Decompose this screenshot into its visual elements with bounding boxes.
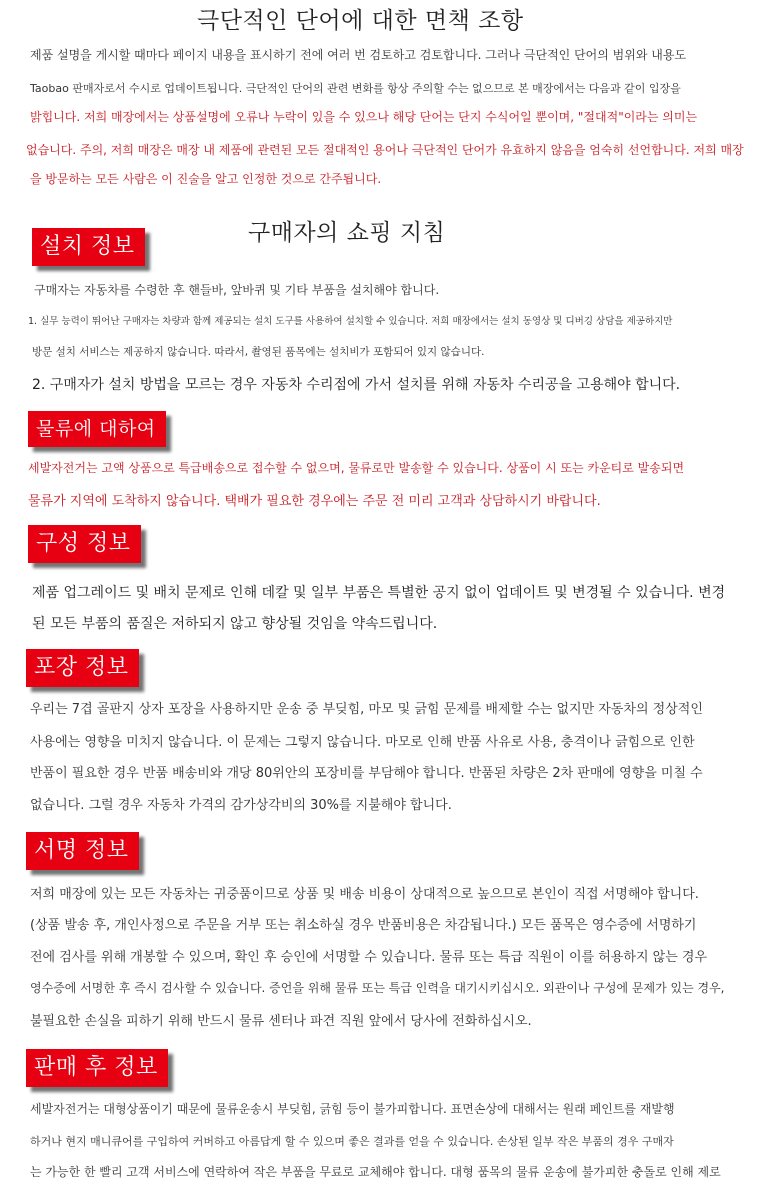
sign-line: 불필요한 손실을 피하기 위해 반드시 물류 센터나 파견 직원 앞에서 당사에 전화하십시오. [30,1014,532,1029]
packing-line: 반품이 필요한 경우 반품 배송비와 개당 80위안의 포장비를 부담해야 합니다. 반품된 차량은 2차 판매에 영향을 미칠 수 [30,766,703,781]
logistics-line: 물류가 지역에 도착하지 않습니다. 택배가 필요한 경우에는 주문 전 미리 고객과 상담하시기 바랍니다. [28,494,601,509]
section-heading-sign: 서명 정보 [26,832,139,870]
aftersale-line: 는 가능한 한 빨리 고객 서비스에 연락하여 작은 부품을 무료로 교체해야 합니다. 대형 품목의 물류 운송에 불가피한 충돌로 인해 제로 [30,1165,721,1179]
packing-line: 우리는 7겹 골판지 상자 포장을 사용하지만 운송 중 부딪힘, 마모 및 긁힘 문제를 배제할 수는 없지만 자동차의 정상적인 [30,702,703,717]
section-heading-aftersale: 판매 후 정보 [26,1049,168,1087]
install-line: 방문 설치 서비스는 제공하지 않습니다. 따라서, 촬영된 품목에는 설치비가 포함되어 있지 않습니다. [32,346,485,358]
install-line: 구매자는 자동차를 수령한 후 핸들바, 앞바퀴 및 기타 부품을 설치해야 합니다. [34,283,440,297]
install-line: 2. 구매자가 설치 방법을 모르는 경우 자동차 수리점에 가서 설치를 위해 자동차 수리공을 고용해야 합니다. [32,377,681,393]
sign-line: 저희 매장에 있는 모든 자동차는 귀중품이므로 상품 및 배송 비용이 상대적으로 높으므로 본인이 직접 서명해야 합니다. [30,887,699,902]
packing-line: 없습니다. 그럴 경우 자동차 가격의 감가상각비의 30%를 지불해야 합니다. [30,798,452,813]
disclaimer-line: 을 방문하는 모든 사람은 이 진술을 알고 인정한 것으로 간주됩니다. [30,172,382,186]
section-heading-packing: 포장 정보 [26,649,139,687]
config-line: 제품 업그레이드 및 배치 문제로 인해 데칼 및 일부 부품은 특별한 공지 없이 업데이트 및 변경될 수 있습니다. 변경 [32,585,726,601]
section-heading-install: 설치 정보 [32,228,145,266]
packing-line: 사용에는 영향을 미치지 않습니다. 이 문제는 그렇지 않습니다. 마모로 인해 반품 사유로 사용, 충격이나 긁힘으로 인한 [30,735,695,750]
disclaimer-line: 제품 설명을 게시할 때마다 페이지 내용을 표시하기 전에 여러 번 검토하고 검토합니다. 그러나 극단적인 단어의 범위와 내용도 [30,48,687,62]
guide-title: 구매자의 쇼핑 지침 [248,220,446,246]
aftersale-line: 세발자전거는 대형상품이기 때문에 물류운송시 부딪힘, 긁힘 등이 불가피합니다. 표면손상에 대해서는 원래 페인트를 재발행 [30,1102,675,1116]
disclaimer-line: 밝힙니다. 저희 매장에서는 상품설명에 오류나 누락이 있을 수 있으나 해당 단어는 단지 수식어일 뿐이며, "절대적"이라는 의미는 [30,110,698,124]
sign-line: 영수증에 서명한 후 즉시 검사할 수 있습니다. 증언을 위해 물류 또는 특급 인력을 대기시키십시오. 외관이나 구성에 문제가 있는 경우, [30,981,725,995]
sign-line: (상품 발송 후, 개인사정으로 주문을 거부 또는 취소하실 경우 반품비용은 차감됩니다.) 모든 품목은 영수증에 서명하기 [30,918,697,933]
aftersale-line: 하거나 현지 매니큐어를 구입하여 커버하고 아름답게 할 수 있으며 좋은 결과를 얻을 수 있습니다. 손상된 일부 작은 부품의 경우 구매자 [30,1135,674,1148]
install-line: 1. 실무 능력이 뛰어난 구매자는 차량과 함께 제공되는 설치 도구를 사용하여 설치할 수 있습니다. 저희 매장에서는 설치 동영상 및 디버깅 상담을 제공하지만 [28,316,673,327]
disclaimer-line: 없습니다. 주의, 저희 매장은 매장 내 제품에 관련된 모든 절대적인 용어나 극단적인 단어가 유효하지 않음을 엄숙히 선언합니다. 저희 매장 [26,143,744,157]
disclaimer-title: 극단적인 단어에 대한 면책 조항 [197,8,524,34]
config-line: 된 모든 부품의 품질은 저하되지 않고 향상될 것임을 약속드립니다. [32,616,438,632]
disclaimer-line: Taobao 판매자로서 수시로 업데이트됩니다. 극단적인 단어의 관련 변화를 항상 주의할 수는 없으므로 본 매장에서는 다음과 같이 입장을 [30,82,681,95]
section-heading-logistics: 물류에 대하여 [28,411,166,447]
section-heading-config: 구성 정보 [28,525,141,563]
sign-line: 전에 검사를 위해 개봉할 수 있으며, 확인 후 승인에 서명할 수 있습니다. 물류 또는 특급 직원이 이를 허용하지 않는 경우 [30,950,708,965]
logistics-line: 세발자전거는 고액 상품으로 특급배송으로 접수할 수 없으며, 물류로만 발송할 수 있습니다. 상품이 시 또는 카운티로 발송되면 [28,461,685,475]
